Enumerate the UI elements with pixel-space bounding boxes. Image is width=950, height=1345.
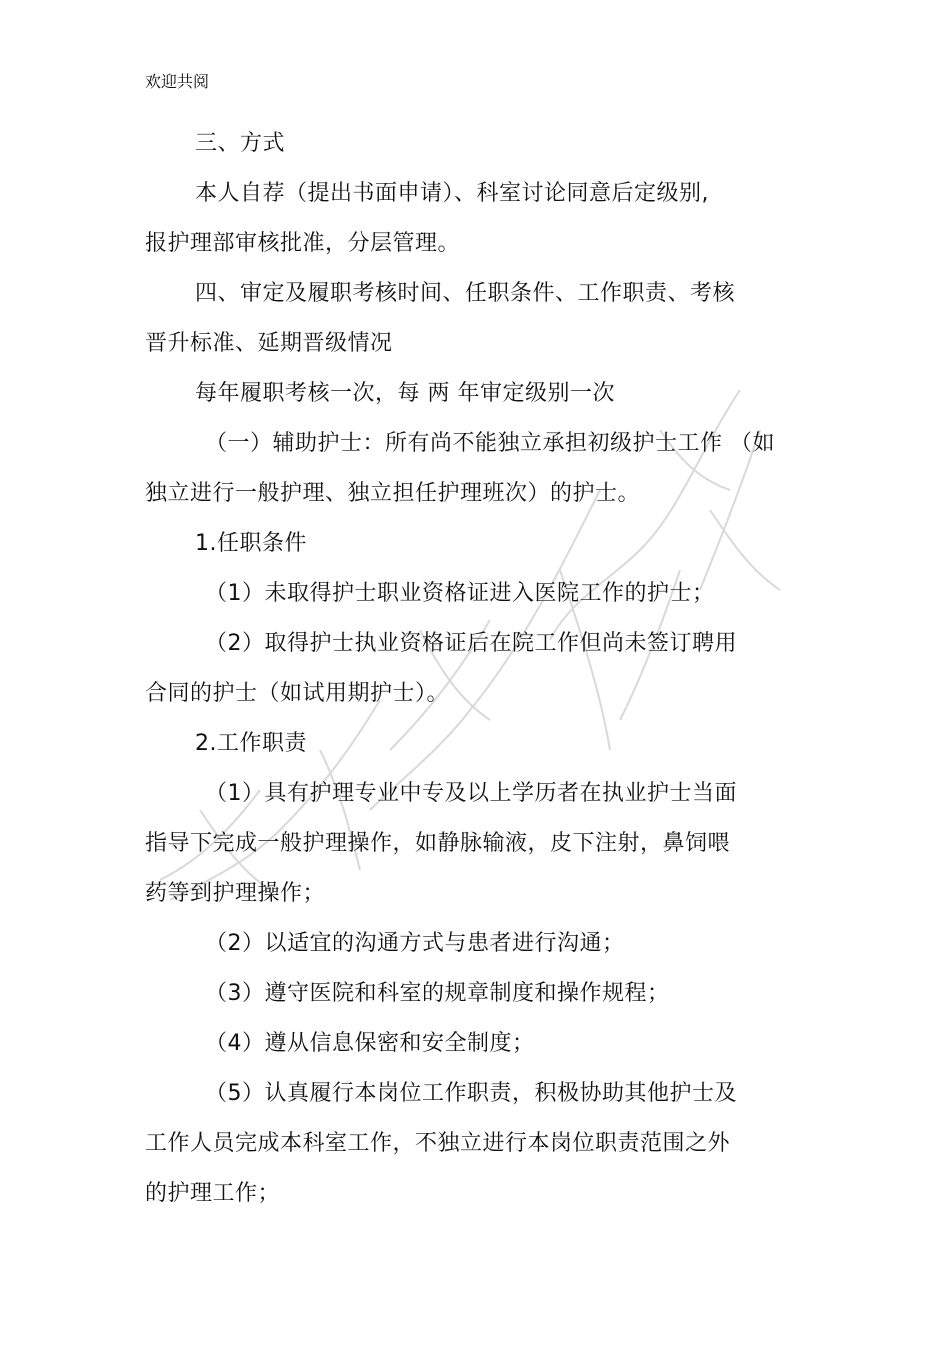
header-note: 欢迎共阅 [145,72,210,91]
paragraph-line: 每年履职考核一次，每 两 年审定级别一次 [195,381,615,406]
paragraph-line: 独立进行一般护理、独立担任护理班次）的护士。 [145,481,641,506]
paragraph-line: 报护理部审核批准，分层管理。 [145,231,461,256]
paragraph-line: 指导下完成一般护理操作，如静脉输液，皮下注射，鼻饲喂 [145,831,731,856]
paragraph-line: 本人自荐（提出书面申请）、科室讨论同意后定级别, [195,181,709,206]
paragraph-line: 工作人员完成本科室工作，不独立进行本岗位职责范围之外 [145,1131,731,1156]
item-heading-duties: 2.工作职责 [195,731,307,756]
paragraph-line: 晋升标准、延期晋级情况 [145,331,393,356]
list-item: （3）遵守医院和科室的规章制度和操作规程； [205,981,670,1006]
list-item: （2）以适宜的沟通方式与患者进行沟通； [205,931,625,956]
list-item: （4）遵从信息保密和安全制度； [205,1031,535,1056]
section-heading-review: 四、审定及履职考核时间、任职条件、工作职责、考核 [195,281,736,306]
paragraph-line: 合同的护士（如试用期护士）。 [145,681,450,706]
section-heading-method: 三、方式 [195,131,286,156]
item-heading-qualifications: 1.任职条件 [195,531,307,556]
list-item: （2）取得护士执业资格证后在院工作但尚未签订聘用 [205,631,737,656]
paragraph-line: 药等到护理操作； [145,881,326,906]
list-item: （1）具有护理专业中专及以上学历者在执业护士当面 [205,781,737,806]
list-item: （1）未取得护士职业资格证进入医院工作的护士； [205,581,715,606]
subsection-heading-assistant-nurse: （一）辅助护士：所有尚不能独立承担初级护士工作 （如 [205,431,775,456]
paragraph-line: 的护理工作； [145,1181,281,1206]
list-item: （5）认真履行本岗位工作职责，积极协助其他护士及 [205,1081,737,1106]
